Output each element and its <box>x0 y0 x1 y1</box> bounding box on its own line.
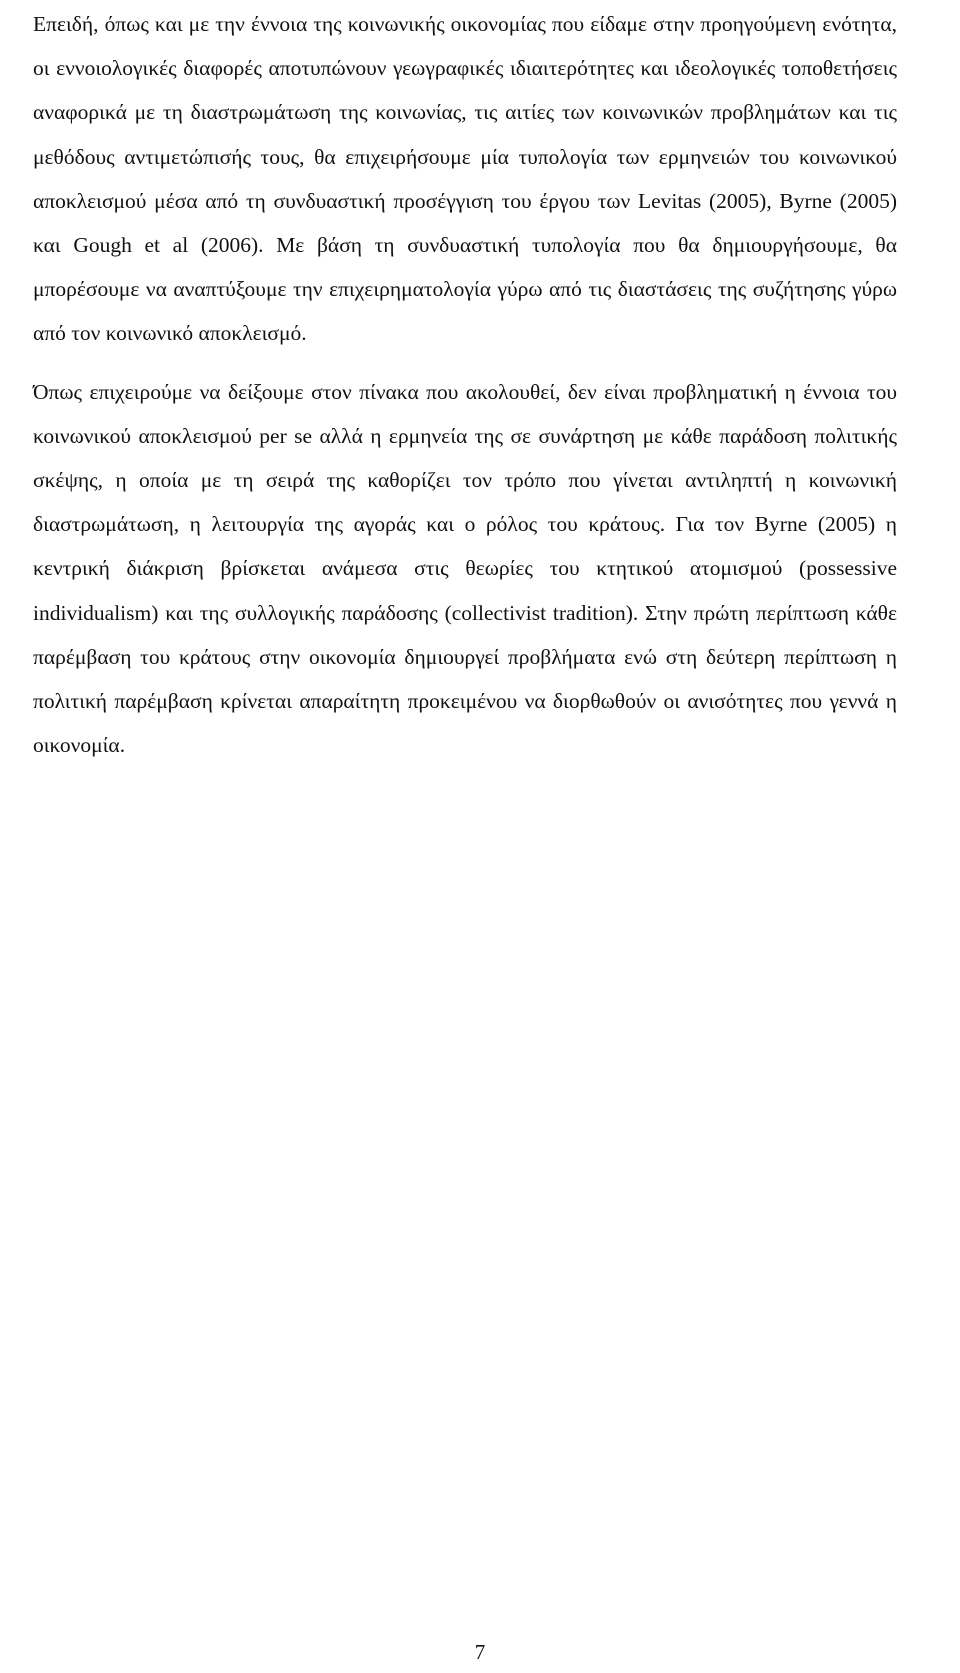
paragraph-political-traditions: Όπως επιχειρούμε να δείξουμε στον πίνακα που ακολουθεί, δεν είναι προβληματική η έννοια του κοινωνικού αποκλεισμού per se αλλά η ερμηνεία της σε συνάρτηση με κάθε παράδοση πολιτικής σκέψης, η οποία με τη σειρά της καθορίζει τον τρόπο που γίνεται αντιληπτή η κοινωνική διαστρωμάτωση, η λειτουργία της αγοράς και ο ρόλος του κράτους. Για τον Byrne (2005) η κεντρική διάκριση βρίσκεται ανάμεσα στις θεωρίες του κτητικού ατομισμού (possessive individualism) και της συλλογικής παράδοσης (collectivist tradition). Στην πρώτη περίπτωση κάθε παρέμβαση του κράτους στην οικονομία δημιουργεί προβλήματα ενώ στη δεύτερη περίπτωση η πολιτική παρέμβαση κρίνεται απαραίτητη προκειμένου να διορθωθούν οι ανισότητες που γεννά η οικονομία. <box>33 379 897 758</box>
document-body <box>33 0 897 767</box>
page-number: 7 <box>474 1640 486 1664</box>
paragraph-social-exclusion-typology: Επειδή, όπως και με την έννοια της κοινωνικής οικονομίας που είδαμε στην προηγούμενη ενότητα, οι εννοιολογικές διαφορές αποτυπώνουν γεωγραφικές ιδιαιτερότητες και ιδεολογικές τοποθετήσεις αναφορικά με τη διαστρωμάτωση της κοινωνίας, τις αιτίες των κοινωνικών προβλημάτων και τις μεθόδους αντιμετώπισής τους, θα επιχειρήσουμε μία τυπολογία των ερμηνειών του κοινωνικού αποκλεισμού μέσα από τη συνδυαστική προσέγγιση του έργου των Levitas (2005), Byrne (2005) και Gough et al (2006). Με βάση τη συνδυαστική τυπολογία που θα δημιουργήσουμε, θα μπορέσουμε να αναπτύξουμε την επιχειρηματολογία γύρω από τις διαστάσεις της συζήτησης γύρω από τον κοινωνικό αποκλεισμό. <box>33 12 897 346</box>
